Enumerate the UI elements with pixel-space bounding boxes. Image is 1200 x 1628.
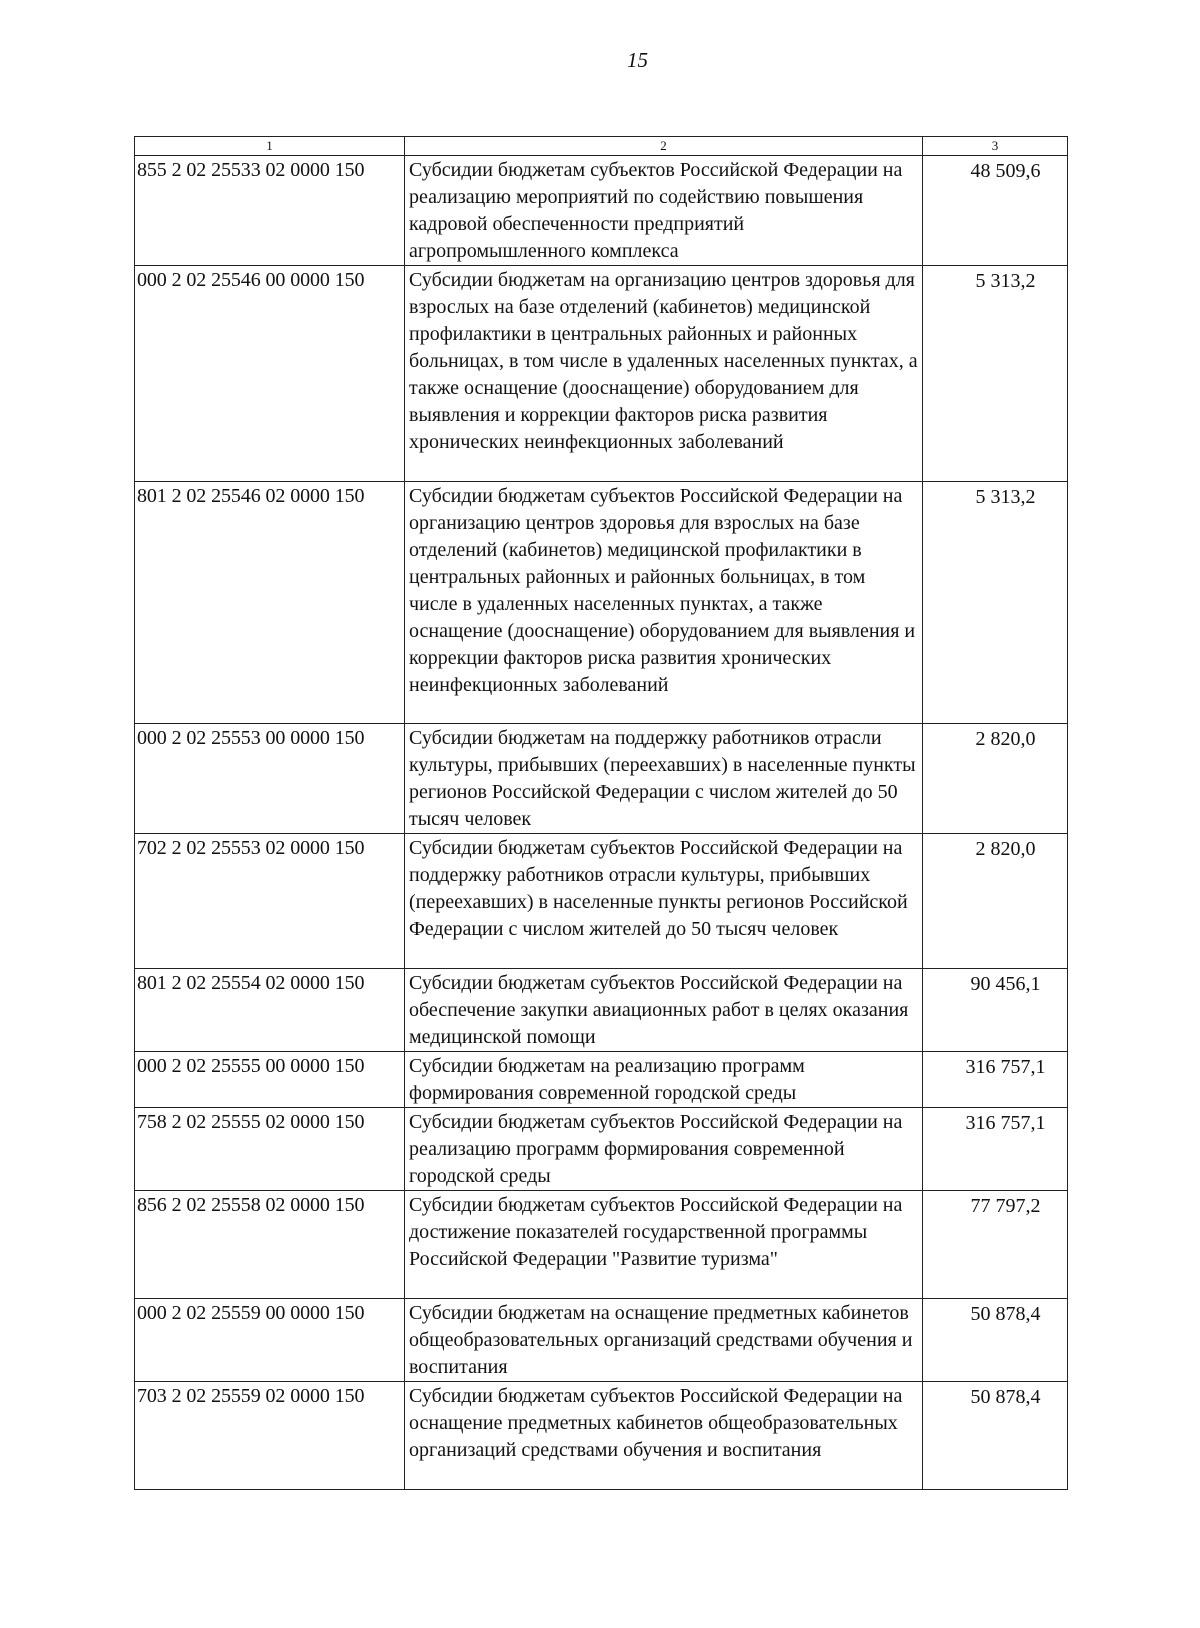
- column-header-description: 2: [405, 137, 923, 156]
- budget-code-cell: 703 2 02 25559 02 0000 150: [135, 1382, 405, 1490]
- amount-cell: 2 820,0: [923, 834, 1068, 969]
- budget-code-cell: 000 2 02 25559 00 0000 150: [135, 1299, 405, 1382]
- amount-cell: 316 757,1: [923, 1052, 1068, 1108]
- amount-cell: 50 878,4: [923, 1299, 1068, 1382]
- description-cell: Субсидии бюджетам субъектов Российской Федерации на реализацию программ формирования современной городской среды: [405, 1108, 923, 1191]
- description-cell: Субсидии бюджетам на организацию центров здоровья для взрослых на базе отделений (кабинетов) медицинской профилактики в центральных районных и районных больницах, в том числе в удаленных населенных пунктах, а также оснащение (дооснащение) оборудованием для выявления и коррекции факторов риска развития хронических неинфекционных заболеваний: [405, 266, 923, 482]
- table-row: [135, 1382, 1068, 1490]
- table-row: [135, 482, 1068, 724]
- amount-cell: 90 456,1: [923, 969, 1068, 1052]
- budget-code-cell: 758 2 02 25555 02 0000 150: [135, 1108, 405, 1191]
- description-cell: Субсидии бюджетам субъектов Российской Федерации на поддержку работников отрасли культуры, прибывших (переехавших) в населенные пункты регионов Российской Федерации с числом жителей до 50 тысяч человек: [405, 834, 923, 969]
- table-row: [135, 156, 1068, 266]
- table-row: [135, 1108, 1068, 1191]
- description-cell: Субсидии бюджетам субъектов Российской Федерации на обеспечение закупки авиационных работ в целях оказания медицинской помощи: [405, 969, 923, 1052]
- table-row: [135, 1299, 1068, 1382]
- column-header-code: 1: [135, 137, 405, 156]
- description-cell: Субсидии бюджетам на реализацию программ формирования современной городской среды: [405, 1052, 923, 1108]
- table-row: [135, 1191, 1068, 1299]
- budget-code-cell: 856 2 02 25558 02 0000 150: [135, 1191, 405, 1299]
- budget-code-cell: 000 2 02 25555 00 0000 150: [135, 1052, 405, 1108]
- budget-code-cell: 801 2 02 25546 02 0000 150: [135, 482, 405, 724]
- description-cell: Субсидии бюджетам субъектов Российской Федерации на организацию центров здоровья для взрослых на базе отделений (кабинетов) медицинской профилактики в центральных районных и районных больницах, в том числе в удаленных населенных пунктах, а также оснащение (дооснащение) оборудованием для выявления и коррекции факторов риска развития хронических неинфекционных заболеваний: [405, 482, 923, 724]
- description-cell: Субсидии бюджетам субъектов Российской Федерации на достижение показателей государственной программы Российской Федерации "Развитие туризма": [405, 1191, 923, 1299]
- budget-code-cell: 702 2 02 25553 02 0000 150: [135, 834, 405, 969]
- table-row: [135, 1052, 1068, 1108]
- description-cell: Субсидии бюджетам субъектов Российской Федерации на реализацию мероприятий по содействию повышения кадровой обеспеченности предприятий агропромышленного комплекса: [405, 156, 923, 266]
- amount-cell: 50 878,4: [923, 1382, 1068, 1490]
- budget-code-cell: 000 2 02 25553 00 0000 150: [135, 724, 405, 834]
- amount-cell: 5 313,2: [923, 266, 1068, 482]
- amount-cell: 316 757,1: [923, 1108, 1068, 1191]
- page-number: 15: [627, 48, 648, 72]
- amount-cell: 5 313,2: [923, 482, 1068, 724]
- description-cell: Субсидии бюджетам на поддержку работников отрасли культуры, прибывших (переехавших) в населенные пункты регионов Российской Федерации с числом жителей до 50 тысяч человек: [405, 724, 923, 834]
- column-header-amount: 3: [923, 137, 1068, 156]
- budget-code-cell: 801 2 02 25554 02 0000 150: [135, 969, 405, 1052]
- table-row: [135, 834, 1068, 969]
- table-header-row: [135, 137, 1068, 156]
- table-row: [135, 266, 1068, 482]
- table-row: [135, 724, 1068, 834]
- budget-code-cell: 000 2 02 25546 00 0000 150: [135, 266, 405, 482]
- description-cell: Субсидии бюджетам субъектов Российской Федерации на оснащение предметных кабинетов общеобразовательных организаций средствами обучения и воспитания: [405, 1382, 923, 1490]
- description-cell: Субсидии бюджетам на оснащение предметных кабинетов общеобразовательных организаций средствами обучения и воспитания: [405, 1299, 923, 1382]
- table-row: [135, 969, 1068, 1052]
- amount-cell: 48 509,6: [923, 156, 1068, 266]
- budget-code-cell: 855 2 02 25533 02 0000 150: [135, 156, 405, 266]
- amount-cell: 2 820,0: [923, 724, 1068, 834]
- amount-cell: 77 797,2: [923, 1191, 1068, 1299]
- budget-subsidies-table: [134, 136, 1068, 1490]
